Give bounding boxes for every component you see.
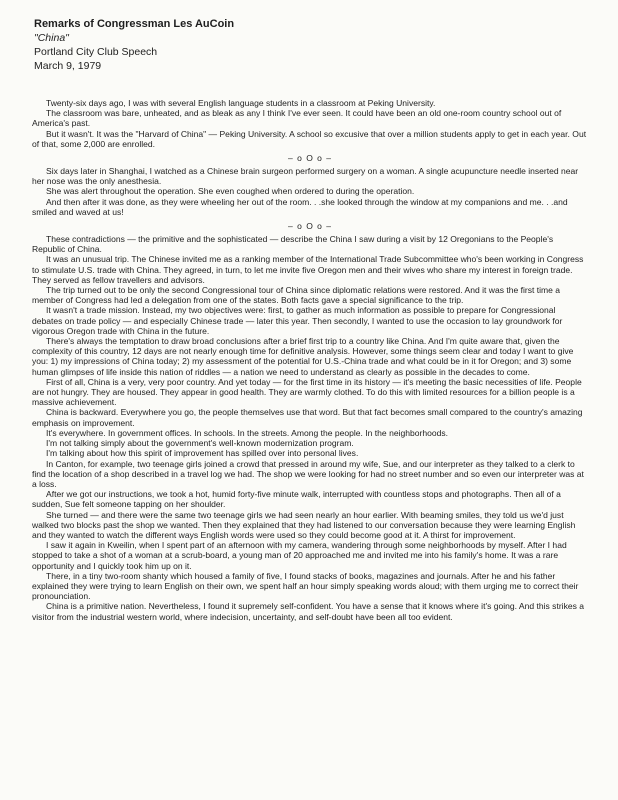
- paragraph: After we got our instructions, we took a hot, humid forty-five minute walk, interrupted with countless stops and photographs. Then all of a sudden, Sue felt someone tapping on her shoulder.: [32, 489, 561, 510]
- speech-body: [32, 98, 588, 622]
- document-header: [34, 17, 234, 73]
- paragraph: There, in a tiny two-room shanty which housed a family of five, I found stacks of books, magazines and journals. After he and his father explained they were trying to learn English on their own, we spent half an hour simply speaking words aloud; with them urging me to correct their pronounciation.: [32, 570, 579, 602]
- paragraph: Twenty-six days ago, I was with several English language students in a classroom at Peking University.: [46, 98, 436, 108]
- paragraph: Six days later in Shanghai, I watched as a Chinese brain surgeon performed surgery on a woman. A single acupuncture needle inserted near her nose was the only anesthesia.: [32, 166, 579, 187]
- paragraph: In Canton, for example, two teenage girls joined a crowd that pressed in around my wife, Sue, and our interpreter as they talked to a clerk to find the location of a shop described in a travel log we had. The shop we were looking for had no street number and so even our interpreter was at a loss.: [32, 458, 584, 489]
- paragraph: She was alert throughout the operation. She even coughed when ordered to during the operation.: [46, 186, 415, 197]
- paragraph: There's always the temptation to draw broad conclusions after a brief first trip to a country like China. And I'm quite aware that, given the complexity of this country, 12 days are not nearly enough time for definitive analysis. However, some things seem clear and today I want to give you: 1) my impressions of China today; 2) my assessment of the potential for U.S.-China trade and what could be in it for Oregon; and 3) some human glimpses of life inside this nation of riddles — a nation we need to understand as clearly as possible in the decades to come.: [32, 336, 574, 377]
- paragraph: She turned — and there were the same two teenage girls we had seen nearly an hour earlier. With beaming smiles, they told us we'd just walked two blocks past the shop we wanted. Then they explained that they had listened to our conversation because they were learning English and they wanted to watch the different ways English words were used so they could become good at it. A thirst for improvement.: [32, 509, 576, 540]
- paragraph: First of all, China is a very, very poor country. And yet today — for the first time in its history — it's meeting the basic necessities of life. People are not hungry. They are housed. They appear in good health. They are warmly clothed. To do this with limited resources for a billion people is a massive achievement.: [32, 376, 582, 408]
- paragraph: These contradictions — the primitive and the sophisticated — describe the China I saw during a visit by 12 Oregonians to the People's Republic of China.: [32, 234, 554, 255]
- paragraph: China is a primitive nation. Nevertheless, I found it supremely self-confident. You have a sense that it knows where it's going. And this strikes a visitor from the industrial western world, where indecision, uncertainty, and self-doubt have been all too evident.: [32, 601, 584, 622]
- paragraph: But it wasn't. It was the "Harvard of China" — Peking University. A school so excusive that over a million students apply to get in each year. Out of that, some 2,000 are enrolled.: [32, 128, 587, 149]
- paragraph: It's everywhere. In government offices. In schools. In the streets. Among the people. In the neighborhoods.: [46, 427, 448, 438]
- document-subtitle: "China": [34, 32, 69, 44]
- paragraph: China is backward. Everywhere you go, the people themselves use that word. But that fact becomes small compared to the country's amazing emphasis on improvement.: [32, 407, 583, 428]
- paragraph: And then after it was done, as they were wheeling her out of the room. . .she looked through the window at my companions and me. . .and smiled and waved at us!: [32, 196, 568, 217]
- section-separator: – o O o –: [288, 221, 332, 232]
- paragraph: I'm not talking simply about the government's well-known modernization program.: [46, 438, 354, 449]
- paragraph: I saw it again in Kweilin, when I spent part of an afternoon with my camera, wandering through some neighborhoods by myself. After I had stopped to take a shot of a woman at a scrub-board, a young man of 20 approached me and invited me into his family's home. It was a rare opportunity and I quickly took him up on it.: [32, 540, 567, 571]
- document-date: March 9, 1979: [34, 60, 102, 72]
- paragraph: I'm talking about how this spirit of improvement has spilled over into personal lives.: [46, 448, 359, 459]
- document-venue: Portland City Club Speech: [34, 46, 158, 58]
- paragraph: It was an unusual trip. The Chinese invited me as a ranking member of the International Trade Subcommittee who's been working in Congress to stimulate U.S. trade with China. They agreed, in turn, to let me invite five Oregon men and their wives who share my interest in foreign trade. They served as fellow travellers and advisors.: [32, 254, 584, 285]
- paragraph: It wasn't a trade mission. Instead, my two objectives were: first, to gather as much information as possible to prepare for Congressional debates on trade policy — and especially Chinese trade — later this year. Then secondly, I wanted to use the occasion to lay groundwork for vigorous Oregon trade with China in the future.: [32, 305, 563, 336]
- section-separator: – o O o –: [288, 153, 332, 164]
- paragraph: The classroom was bare, unheated, and as bleak as any I think I've ever seen. It could have been an old one-room country school out of America's past.: [32, 108, 562, 129]
- document-title: Remarks of Congressman Les AuCoin: [34, 18, 235, 30]
- paragraph: The trip turned out to be only the second Congressional tour of China since diplomatic relations were restored. And it was the first time a member of Congress had led a delegation from one of the states. Both facts gave a special significance to the trip.: [32, 285, 561, 306]
